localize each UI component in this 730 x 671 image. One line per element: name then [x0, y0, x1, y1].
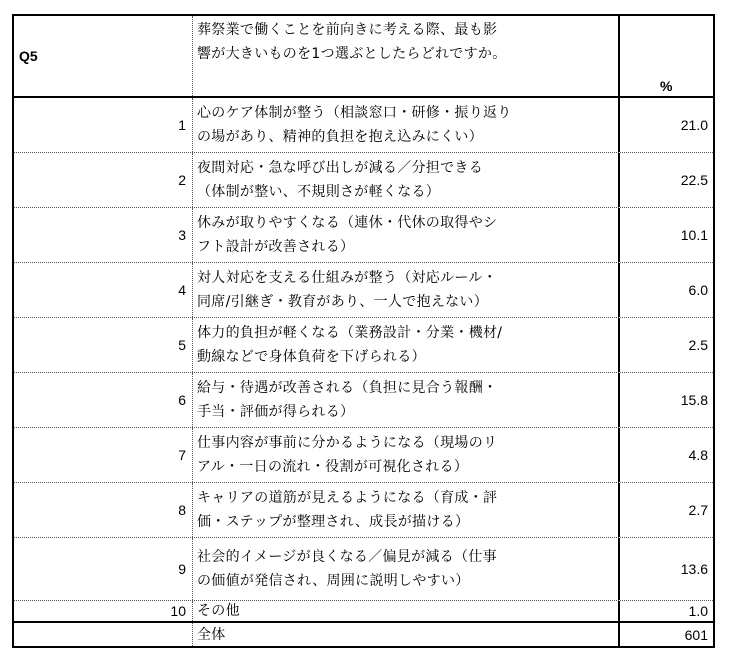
row-label: [193, 483, 620, 537]
row-value: 4.8: [688, 447, 708, 463]
total-number: [14, 623, 193, 646]
total-row: [14, 623, 713, 646]
row-label-line2: 価・ステップが整理され、成長が描ける）: [197, 514, 470, 530]
row-number: 2: [14, 153, 193, 207]
row-number: 10: [14, 601, 193, 621]
row-label: [193, 428, 620, 482]
row-value: 21.0: [680, 117, 708, 133]
row-number: 9: [14, 538, 193, 600]
row-value: 1.0: [688, 603, 708, 619]
row-number: 8: [14, 483, 193, 537]
table-header-row: [14, 16, 713, 98]
row-label-line2: （体制が整い、不規則さが軽くなる）: [197, 184, 441, 200]
table-row: [14, 601, 713, 623]
row-value: 10.1: [680, 227, 708, 243]
row-label: [193, 153, 620, 207]
row-label: [193, 318, 620, 372]
row-label-line1: キャリアの道筋が見えるようになる（育成・評: [197, 490, 498, 506]
question-text-line1: 葬祭業で働くことを前向きに考える際、最も影: [197, 22, 498, 38]
row-value: 2.5: [688, 337, 708, 353]
row-label: [193, 538, 620, 600]
row-label-line1: 夜間対応・急な呼び出しが減る／分担できる: [197, 160, 483, 176]
table-row: [14, 208, 713, 263]
question-text-line2: 響が大きいものを1つ選ぶとしたらどれですか。: [197, 46, 507, 62]
row-number: 3: [14, 208, 193, 262]
table-row: [14, 263, 713, 318]
table-row: [14, 428, 713, 483]
row-label: [193, 98, 620, 152]
row-value: 2.7: [688, 502, 708, 518]
row-value: 6.0: [688, 282, 708, 298]
row-value: 13.6: [680, 561, 708, 577]
row-label-line2: の価値が発信され、周囲に説明しやすい）: [197, 573, 470, 589]
row-number: 5: [14, 318, 193, 372]
row-label: その他: [193, 601, 620, 621]
row-label-line2: の場があり、精神的負担を抱え込みにくい）: [197, 129, 483, 145]
row-label-line1: 体力的負担が軽くなる（業務設計・分業・機材/: [197, 325, 503, 341]
table-row: [14, 373, 713, 428]
row-label: [193, 208, 620, 262]
row-label-line2: 動線などで身体負荷を下げられる）: [197, 349, 426, 365]
question-text: [193, 16, 620, 96]
row-number: 4: [14, 263, 193, 317]
row-label-line1: 心のケア体制が整う（相談窓口・研修・振り返り: [197, 105, 512, 121]
row-value: 15.8: [680, 392, 708, 408]
percent-header: %: [660, 78, 673, 94]
survey-results-table: [12, 14, 715, 648]
row-number: 1: [14, 98, 193, 152]
row-label-line2: 手当・評価が得られる）: [197, 404, 355, 420]
table-row: [14, 98, 713, 153]
row-value: 22.5: [680, 172, 708, 188]
row-label-line1: 仕事内容が事前に分かるようになる（現場のリ: [197, 435, 498, 451]
row-number: 7: [14, 428, 193, 482]
table-row: [14, 318, 713, 373]
table-row: [14, 153, 713, 208]
row-label-line1: 対人対応を支える仕組みが整う（対応ルール・: [197, 270, 498, 286]
row-label-line2: アル・一日の流れ・役割が可視化される）: [197, 459, 469, 475]
total-value: 601: [684, 626, 708, 643]
row-label-line2: 同席/引継ぎ・教育があり、一人で抱えない）: [197, 294, 489, 310]
row-label: [193, 263, 620, 317]
table-row: [14, 538, 713, 601]
row-label: [193, 373, 620, 427]
row-label-line1: 給与・待遇が改善される（負担に見合う報酬・: [197, 380, 498, 396]
question-id: Q5: [14, 16, 193, 96]
row-label-line2: フト設計が改善される）: [197, 239, 355, 255]
table-row: [14, 483, 713, 538]
total-label: 全体: [193, 623, 620, 646]
row-label-line1: 休みが取りやすくなる（連休・代休の取得やシ: [197, 215, 498, 231]
row-label-line1: 社会的イメージが良くなる／偏見が減る（仕事: [197, 549, 497, 565]
row-number: 6: [14, 373, 193, 427]
